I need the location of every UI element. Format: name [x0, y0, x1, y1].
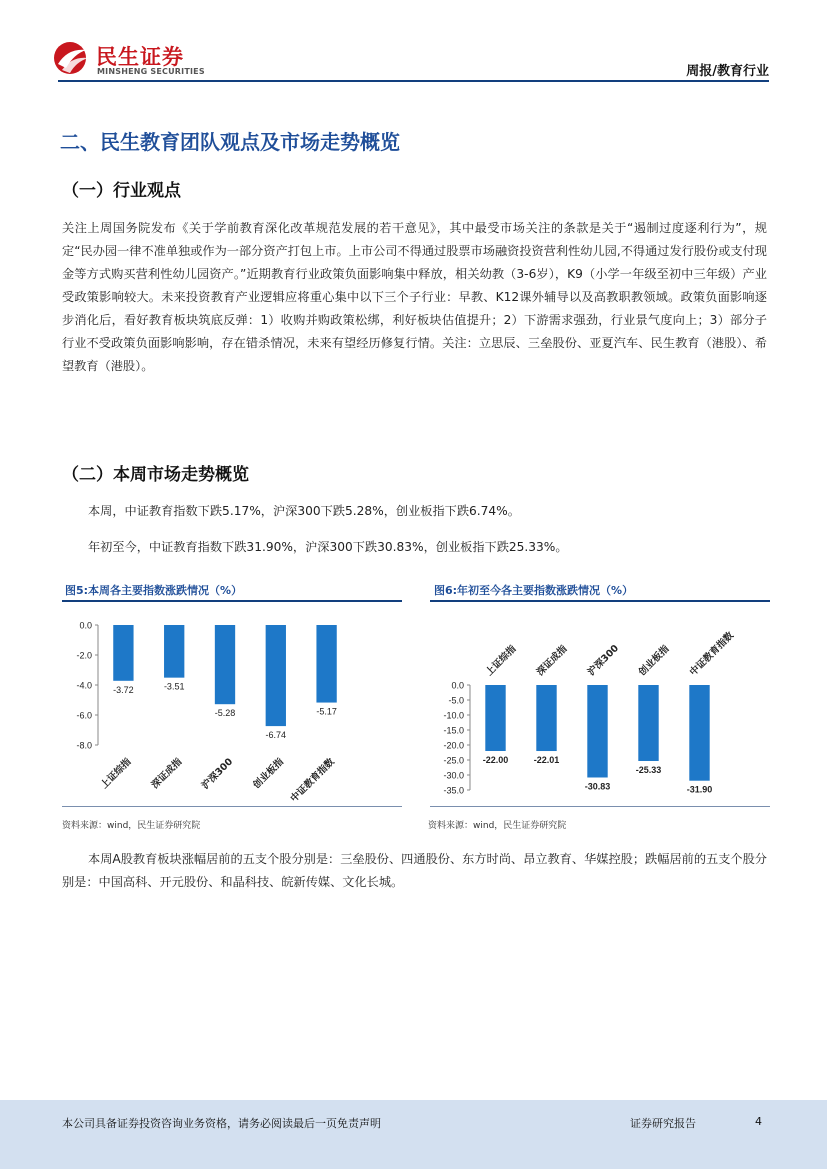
chart-1-y-tick-label: -8.0 — [76, 740, 92, 751]
subsection-title-market-overview: （二）本周市场走势概览 — [62, 465, 249, 485]
chart-2-category-label: 创业板指 — [636, 643, 672, 679]
chart-2-bar — [638, 685, 658, 761]
chart-2-data-label: -31.90 — [686, 784, 713, 795]
top-movers-paragraph: 本周A股教育板块涨幅居前的五支个股分别是：三垒股份、四通股份、东方时尚、昂立教育、华媒控股；跌幅居前的五支个股分别是：中国高科、开元股份、和晶科技、皖新传媒、文化长城。 — [62, 852, 767, 889]
chart-2-bar — [587, 685, 607, 777]
chart-1-data-label: -6.74 — [265, 730, 287, 741]
page-header — [0, 0, 827, 84]
chart-1-data-label: -5.28 — [214, 708, 236, 719]
header-divider — [58, 80, 769, 82]
chart-2-bar — [485, 685, 505, 751]
chart-2-data-label: -25.33 — [635, 764, 662, 775]
section-title: 二、民生教育团队观点及市场走势概览 — [60, 130, 400, 154]
chart-2-y-tick-label: -15.0 — [443, 725, 464, 736]
figure-5-top-rule — [62, 600, 402, 602]
logo-english-name: MINSHENG SECURITIES — [97, 67, 205, 76]
chart-1-y-tick-label: -2.0 — [76, 650, 92, 661]
chart-1-y-tick-label: 0.0 — [79, 620, 92, 631]
company-logo — [52, 40, 212, 80]
minsheng-logo-icon — [52, 40, 92, 76]
chart-2-y-tick-label: 0.0 — [451, 680, 464, 691]
chart-2-y-tick-label: -20.0 — [443, 740, 464, 751]
chart-1-bar — [113, 625, 133, 681]
weekly-market-paragraph: 本周，中证教育指数下跌5.17%，沪深300下跌5.28%，创业板指下跌6.74%。 — [88, 504, 520, 518]
chart-2-bar — [536, 685, 556, 751]
chart-2-y-tick-label: -10.0 — [443, 710, 464, 721]
chart-1-data-label: -5.17 — [316, 706, 337, 717]
figure-5-source: 资料来源：wind，民生证券研究院 — [62, 821, 201, 831]
chart-2-data-label: -30.83 — [584, 781, 611, 792]
chart-1-data-label: -3.72 — [113, 684, 134, 695]
figure-6-source: 资料来源：wind，民生证券研究院 — [428, 821, 567, 831]
chart-1-bar — [316, 625, 336, 703]
chart-2-data-label: -22.01 — [533, 755, 560, 766]
page-footer — [0, 1100, 827, 1169]
chart-2-bar — [689, 685, 709, 781]
figure-6-top-rule — [430, 600, 770, 602]
chart-1-bar — [215, 625, 235, 704]
chart-1-bar — [164, 625, 184, 678]
chart-1-category-label: 深证成指 — [149, 756, 185, 792]
chart-1-bar — [266, 625, 286, 726]
figure-5-chart — [62, 604, 402, 804]
chart-2-y-tick-label: -5.0 — [448, 695, 464, 706]
chart-1-category-label: 上证综指 — [98, 756, 134, 792]
figure-6-title: 图6:年初至今各主要指数涨跌情况（%） — [434, 584, 634, 597]
chart-2-y-tick-label: -35.0 — [443, 785, 464, 796]
chart-1-category-label: 创业板指 — [251, 756, 286, 792]
chart-2-category-label: 深证成指 — [534, 643, 570, 679]
figure-6-chart — [430, 604, 770, 804]
chart-1-y-tick-label: -6.0 — [76, 710, 92, 721]
logo-chinese-name: 民生证券 — [96, 45, 184, 69]
chart-2-y-tick-label: -30.0 — [443, 770, 464, 781]
chart-1-category-label: 沪深300 — [199, 756, 236, 792]
figure-5-title: 图5:本周各主要指数涨跌情况（%） — [65, 584, 243, 597]
chart-2-data-label: -22.00 — [482, 755, 509, 765]
chart-1-y-tick-label: -4.0 — [76, 680, 92, 691]
chart-2-category-label: 上证综指 — [483, 643, 519, 679]
subsection-title-industry-view: （一）行业观点 — [62, 181, 181, 201]
industry-view-paragraph: 关注上周国务院发布《关于学前教育深化改革规范发展的若干意见》，其中最受市场关注的条款是关于“遏制过度逐利行为”，规定“民办园一律不准单独或作为一部分资产打包上市。上市公司不得通过股票市场融资投资营利性幼儿园,不得通过发行股份或支付现金等方式购买营利性幼儿园资产。”近期教育行业政策负面影响集中释放，相关幼教（3-6岁），K9（小学一年级至初中三年级）产业受政策影响较大。未来投资教育产业逻辑应将重心集中以下三个子行业：早教、K12课外辅导以及高教职教领域。政策负面影响逐步消化后，看好教育板块筑底反弹：1）收购并购政策松绑，利好板块估值提升；2）下游需求强劲，行业景气度向上；3）部分子行业不受政策负面影响影响，存在错杀情况，未来有望经历修复行情。关注：立思辰、三垒股份、亚夏汽车、民生教育（港股）、希望教育（港股）。 — [62, 221, 767, 373]
page-number: 4 — [755, 1115, 762, 1128]
footer-disclaimer: 本公司具备证券投资咨询业务资格，请务必阅读最后一页免责声明 — [62, 1117, 381, 1130]
chart-2-category-label: 中证教育指数 — [687, 630, 736, 679]
chart-1-category-label: 中证教育指数 — [288, 756, 337, 804]
footer-report-label: 证券研究报告 — [630, 1117, 696, 1130]
report-type-label: 周报/教育行业 — [686, 64, 769, 79]
chart-2-y-tick-label: -25.0 — [443, 755, 464, 766]
ytd-market-paragraph: 年初至今，中证教育指数下跌31.90%，沪深300下跌30.83%，创业板指下跌25.33%。 — [88, 540, 568, 554]
chart-2-category-label: 沪深300 — [585, 642, 622, 679]
figure-5-bottom-rule — [62, 806, 402, 807]
figure-6-bottom-rule — [430, 806, 770, 807]
chart-1-data-label: -3.51 — [163, 681, 185, 692]
